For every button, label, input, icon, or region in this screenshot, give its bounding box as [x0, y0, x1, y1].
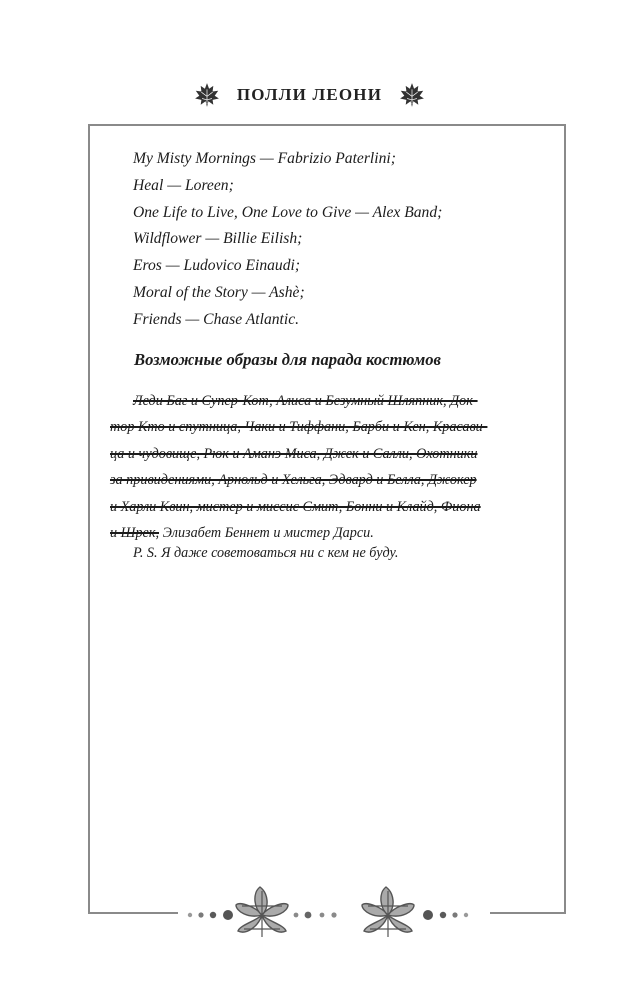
struck-text: Леди Баг и Супер-Кот, Алиса и Безумный Шляпник, Док-: [133, 393, 478, 409]
leaf-cluster-icon: [362, 887, 414, 937]
playlist-item: My Misty Mornings — Fabrizio Paterlini;: [133, 150, 396, 167]
struck-text: и Харли Квин, мистер и миссис Смит, Бонни и Клайд, Фиона: [110, 498, 481, 515]
struck-text: за привидениями, Арнольд и Хельга, Эдвард и Белла, Джокер: [110, 472, 477, 489]
leaf-and-dots-ornament: [0, 886, 619, 946]
costume-line: [110, 414, 546, 440]
struck-text: тор Кто и спутница, Чаки и Тиффани, Барби и Кен, Красави-: [110, 419, 488, 436]
playlist-item: Heal — Loreen;: [133, 176, 234, 194]
postscript: P. S. Я даже советоваться ни с кем не буду.: [133, 545, 399, 561]
costume-line: [110, 388, 546, 414]
struck-text: и Шрек,: [110, 525, 160, 542]
costume-line: [110, 520, 546, 546]
costume-line: [110, 441, 546, 467]
playlist-item: Friends — Chase Atlantic.: [133, 310, 300, 328]
costume-list: [110, 388, 546, 546]
playlist-item: One Life to Live, One Love to Give — Alex Band;: [133, 203, 443, 221]
playlist-item: Eros — Ludovico Einaudi;: [133, 257, 301, 275]
playlist: [133, 146, 553, 334]
playlist-item: Moral of the Story — Ashè;: [133, 283, 305, 301]
maple-leaf-icon: [398, 81, 426, 109]
header-title: ПОЛЛИ ЛЕОНИ: [236, 85, 383, 104]
footer-ornament: [0, 886, 619, 946]
maple-leaf-icon: [193, 81, 221, 109]
costume-line: [110, 494, 546, 520]
plain-text: Элизабет Беннет и мистер Дарси.: [159, 525, 374, 542]
section-title: Возможные образы для парада костюмов: [134, 350, 441, 369]
struck-text: ца и чудовище, Рюк и Аманэ Миса, Джек и Салли, Охотники: [110, 445, 478, 462]
playlist-item: Wildflower — Billie Eilish;: [133, 230, 303, 248]
leaf-cluster-icon: [236, 887, 288, 937]
running-header: [0, 78, 619, 112]
costume-line: [110, 467, 546, 493]
